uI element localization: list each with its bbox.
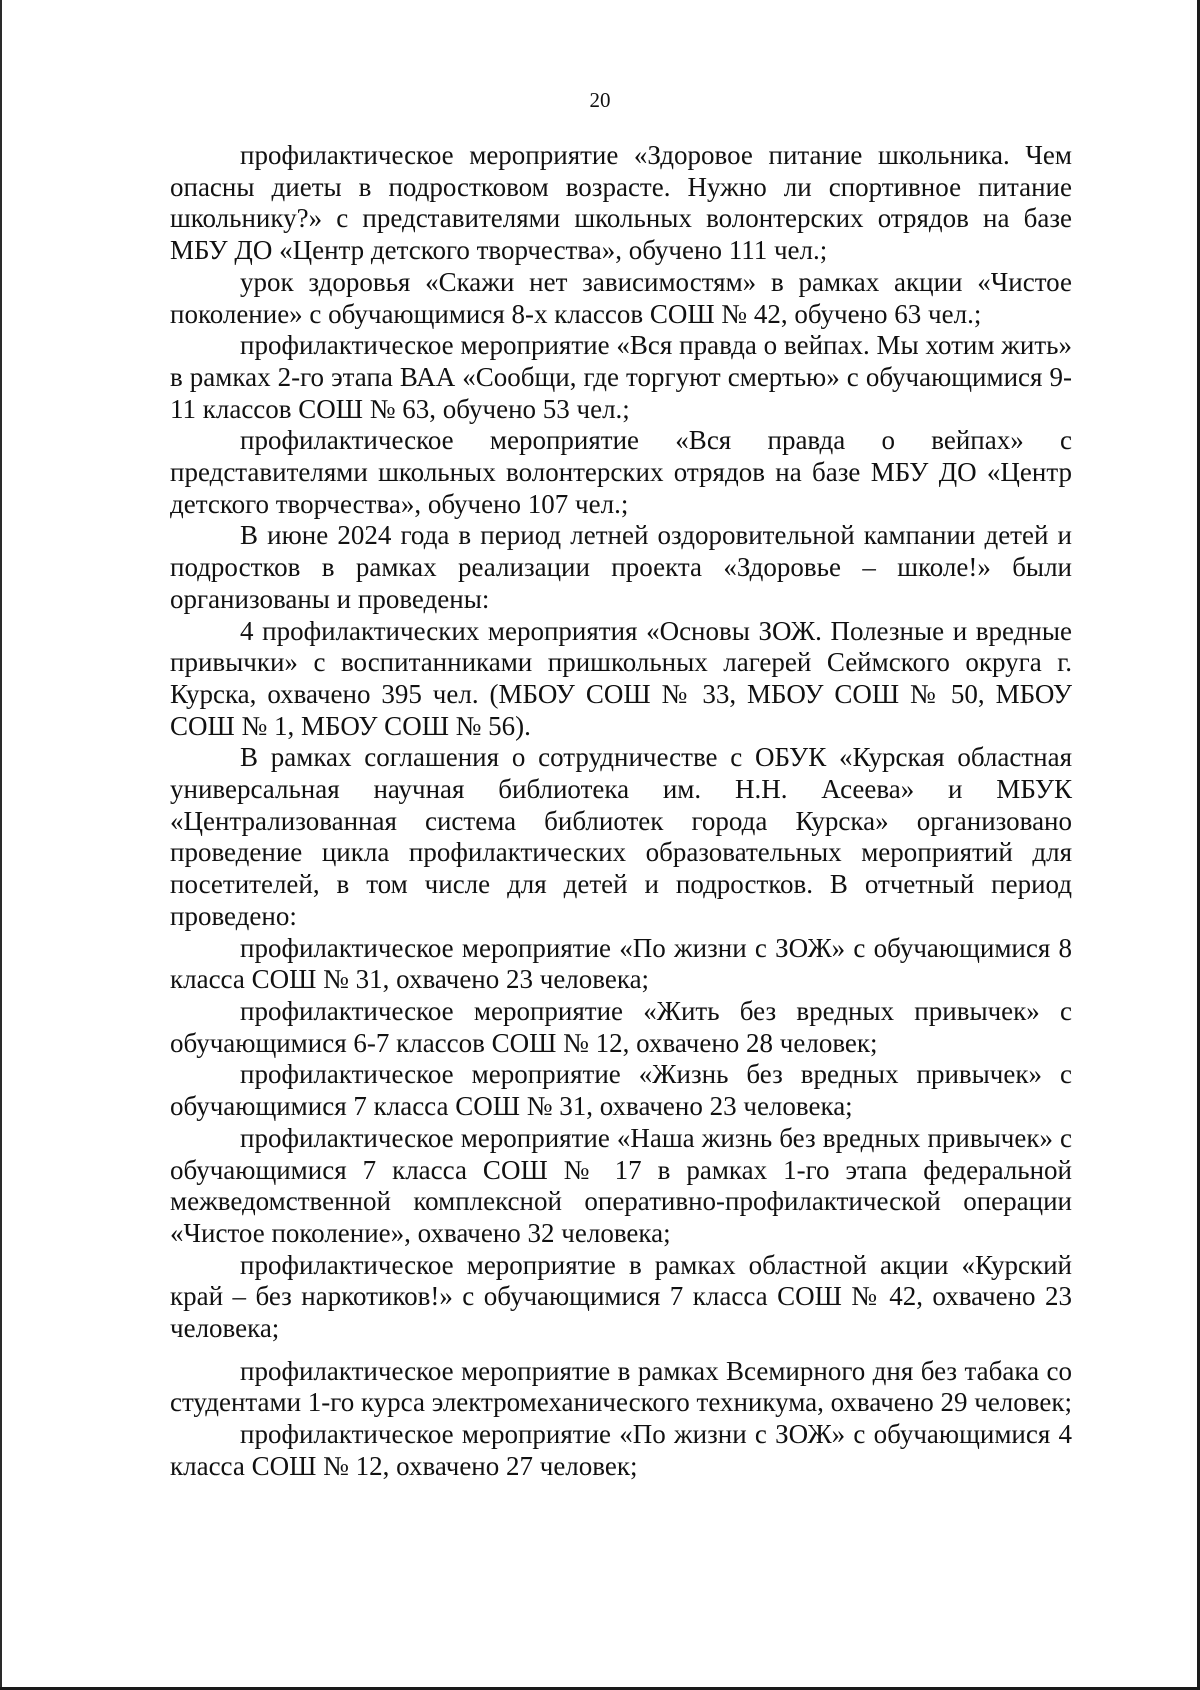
paragraph: В рамках соглашения о сотрудничестве с ОБУК «Курская областная универсальная научная библиотека им. Н.Н. Асеева» и МБУК «Централизованная система библиотек города Курска» организовано проведение цикла профилактических образовательных мероприятий для посетителей, в том числе для детей и подростков. В отчетный период проведено: xyxy=(170,742,1072,931)
paragraph: профилактическое мероприятие «Вся правда о вейпах. Мы хотим жить» в рамках 2-го этапа ВАА «Сообщи, где торгуют смертью» с обучающимися 9-11 классов СОШ № 63, обучено 53 чел.; xyxy=(170,330,1072,424)
paragraph: профилактическое мероприятие «Наша жизнь без вредных привычек» с обучающимися 7 класса СОШ № 17 в рамках 1-го этапа федеральной межведомственной комплексной оперативно-профилактической операции «Чистое поколение», охвачено 32 человека; xyxy=(170,1122,1072,1248)
paragraph: 4 профилактических мероприятия «Основы ЗОЖ. Полезные и вредные привычки» с воспитанниками пришкольных лагерей Сеймского округа г. Курска, охвачено 395 чел. (МБОУ СОШ № 33, МБОУ СОШ № 50, МБОУ СОШ № 1, МБОУ СОШ № 56). xyxy=(170,615,1072,741)
scan-edge-left xyxy=(0,0,2,1690)
paragraph: профилактическое мероприятие «По жизни с ЗОЖ» с обучающимися 4 класса СОШ № 12, охвачено 27 человек; xyxy=(170,1419,1072,1481)
paragraph: профилактическое мероприятие «Вся правда о вейпах» с представителями школьных волонтерских отрядов на базе МБУ ДО «Центр детского творчества», обучено 107 чел.; xyxy=(170,425,1072,519)
document-body xyxy=(170,140,1072,1483)
page-number: 20 xyxy=(589,88,611,112)
paragraph: урок здоровья «Скажи нет зависимостям» в рамках акции «Чистое поколение» с обучающимися 8-х классов СОШ № 42, обучено 63 чел.; xyxy=(170,266,1072,329)
paragraph: профилактическое мероприятие «Жить без вредных привычек» с обучающимися 6-7 классов СОШ № 12, охвачено 28 человек; xyxy=(170,995,1072,1058)
paragraph: В июне 2024 года в период летней оздоровительной кампании детей и подростков в рамках реализации проекта «Здоровье – школе!» были организованы и проведены: xyxy=(170,520,1072,614)
paragraph: профилактическое мероприятие «Здоровое питание школьника. Чем опасны диеты в подростковом возрасте. Нужно ли спортивное питание школьнику?» с представителями школьных волонтерских отрядов на базе МБУ ДО «Центр детского творчества», обучено 111 чел.; xyxy=(170,140,1072,266)
paragraph: профилактическое мероприятие в рамках Всемирного дня без табака со студентами 1-го курса электромеханического техникума, охвачено 29 человек; xyxy=(170,1355,1072,1418)
paragraph: профилактическое мероприятие «Жизнь без вредных привычек» с обучающимися 7 класса СОШ № 31, охвачено 23 человека; xyxy=(170,1059,1072,1122)
paragraph: профилактическое мероприятие «По жизни с ЗОЖ» с обучающимися 8 класса СОШ № 31, охвачено 23 человека; xyxy=(170,932,1072,995)
paragraph: профилактическое мероприятие в рамках областной акции «Курский край – без наркотиков!» с обучающимися 7 класса СОШ № 42, охвачено 23 человека; xyxy=(170,1249,1072,1344)
